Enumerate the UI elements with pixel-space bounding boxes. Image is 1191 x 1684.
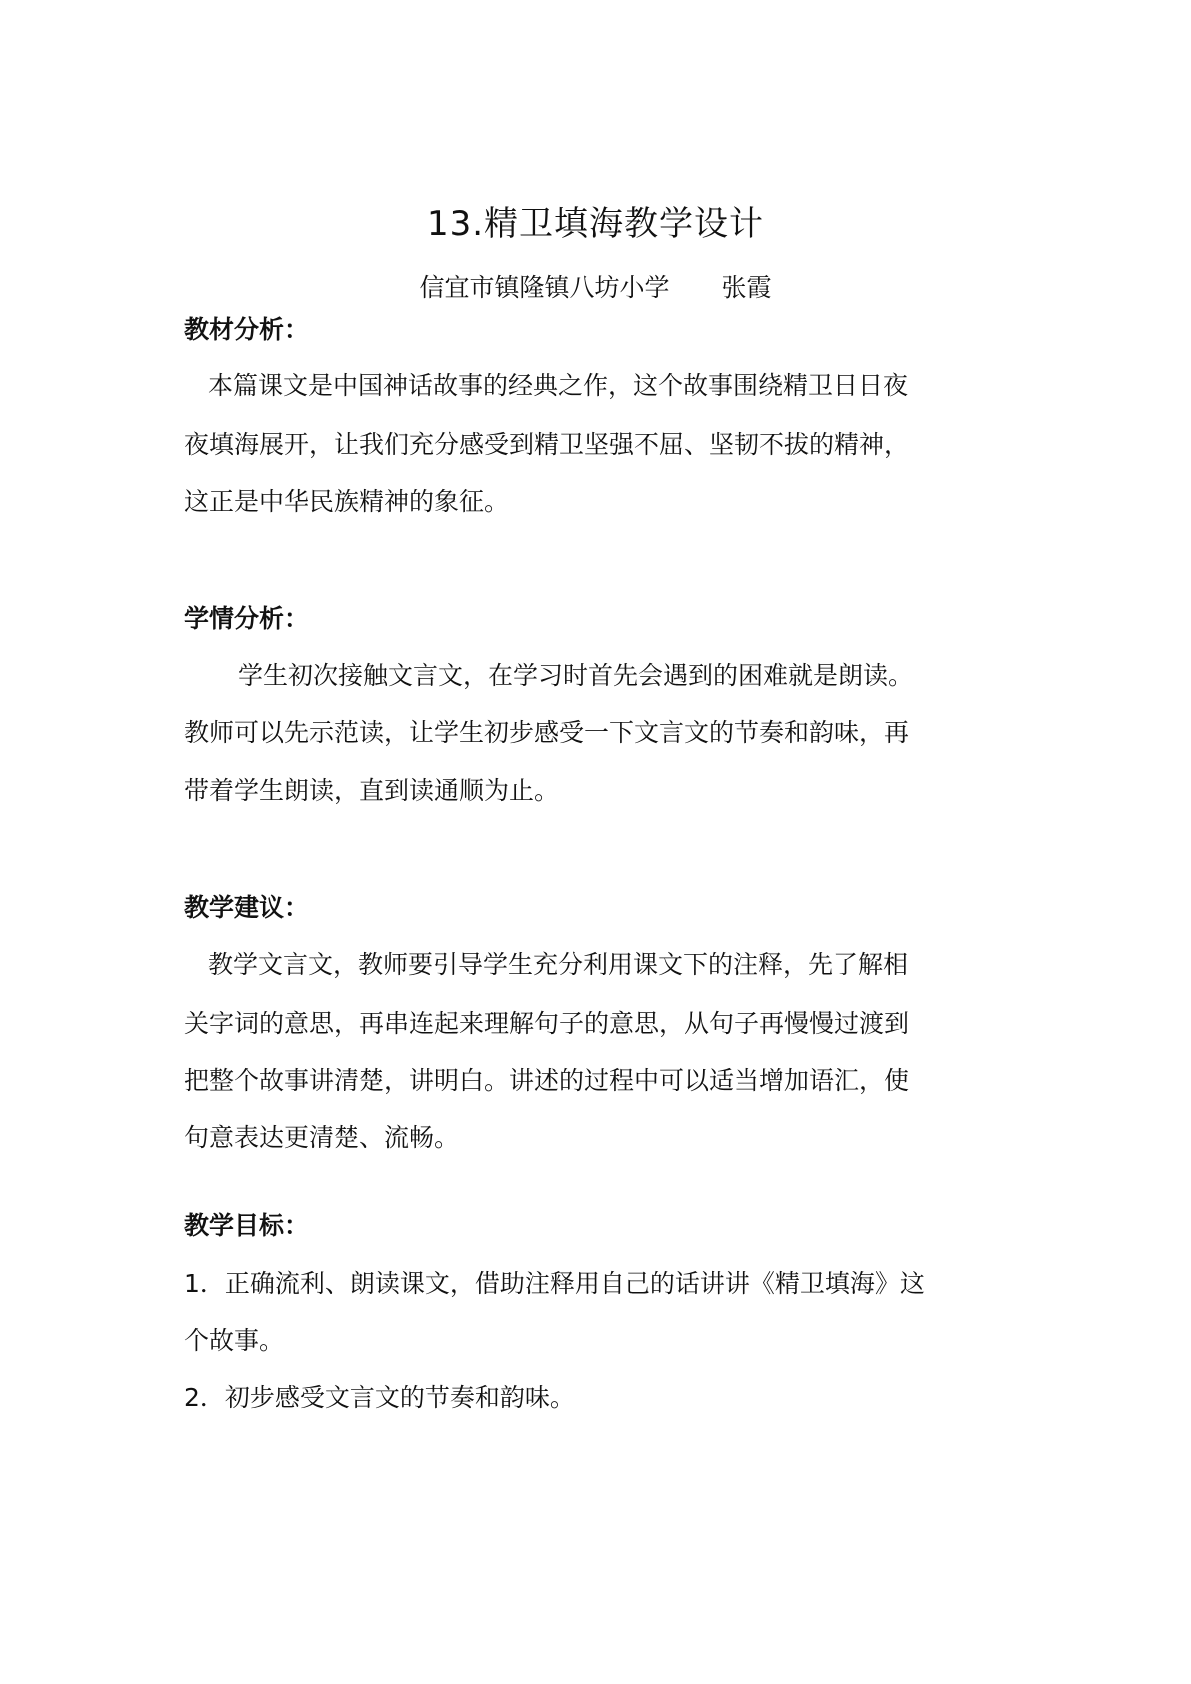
heading-teaching-goals: 教学目标：: [184, 1211, 310, 1240]
author-school: 信宜市镇隆镇八坊小学: [419, 273, 670, 302]
goals-line-1: 1．正确流利、朗读课文，借助注释用自己的话讲讲《精卫填海》这: [184, 1269, 925, 1298]
material-line-2: 夜填海展开，让我们充分感受到精卫坚强不屈、坚韧不拔的精神，: [184, 430, 910, 459]
suggestions-line-3: 把整个故事讲清楚，讲明白。讲述的过程中可以适当增加语汇，使: [184, 1066, 910, 1095]
heading-student-analysis: 学情分析：: [184, 604, 310, 633]
suggestions-line-1: 教学文言文，教师要引导学生充分利用课文下的注释，先了解相: [208, 950, 909, 979]
suggestions-line-4: 句意表达更清楚、流畅。: [184, 1123, 460, 1152]
goals-line-3: 2．初步感受文言文的节奏和韵味。: [184, 1383, 575, 1412]
suggestions-line-2: 关字词的意思，再串连起来理解句子的意思，从句子再慢慢过渡到: [184, 1009, 910, 1038]
document-title: 13.精卫填海教学设计: [426, 204, 765, 244]
author-line: [0, 268, 1191, 304]
author-name: 张霞: [721, 273, 772, 302]
students-line-2: 教师可以先示范读，让学生初步感受一下文言文的节奏和韵味，再: [184, 718, 910, 747]
material-line-3: 这正是中华民族精神的象征。: [184, 487, 510, 516]
students-line-3: 带着学生朗读，直到读通顺为止。: [184, 776, 560, 805]
goals-line-2: 个故事。: [184, 1326, 285, 1355]
material-line-1: 本篇课文是中国神话故事的经典之作，这个故事围绕精卫日日夜: [208, 371, 909, 400]
heading-teaching-suggestions: 教学建议：: [184, 893, 310, 922]
students-line-1: 学生初次接触文言文，在学习时首先会遇到的困难就是朗读。: [238, 661, 914, 690]
heading-material-analysis: 教材分析：: [184, 315, 310, 344]
